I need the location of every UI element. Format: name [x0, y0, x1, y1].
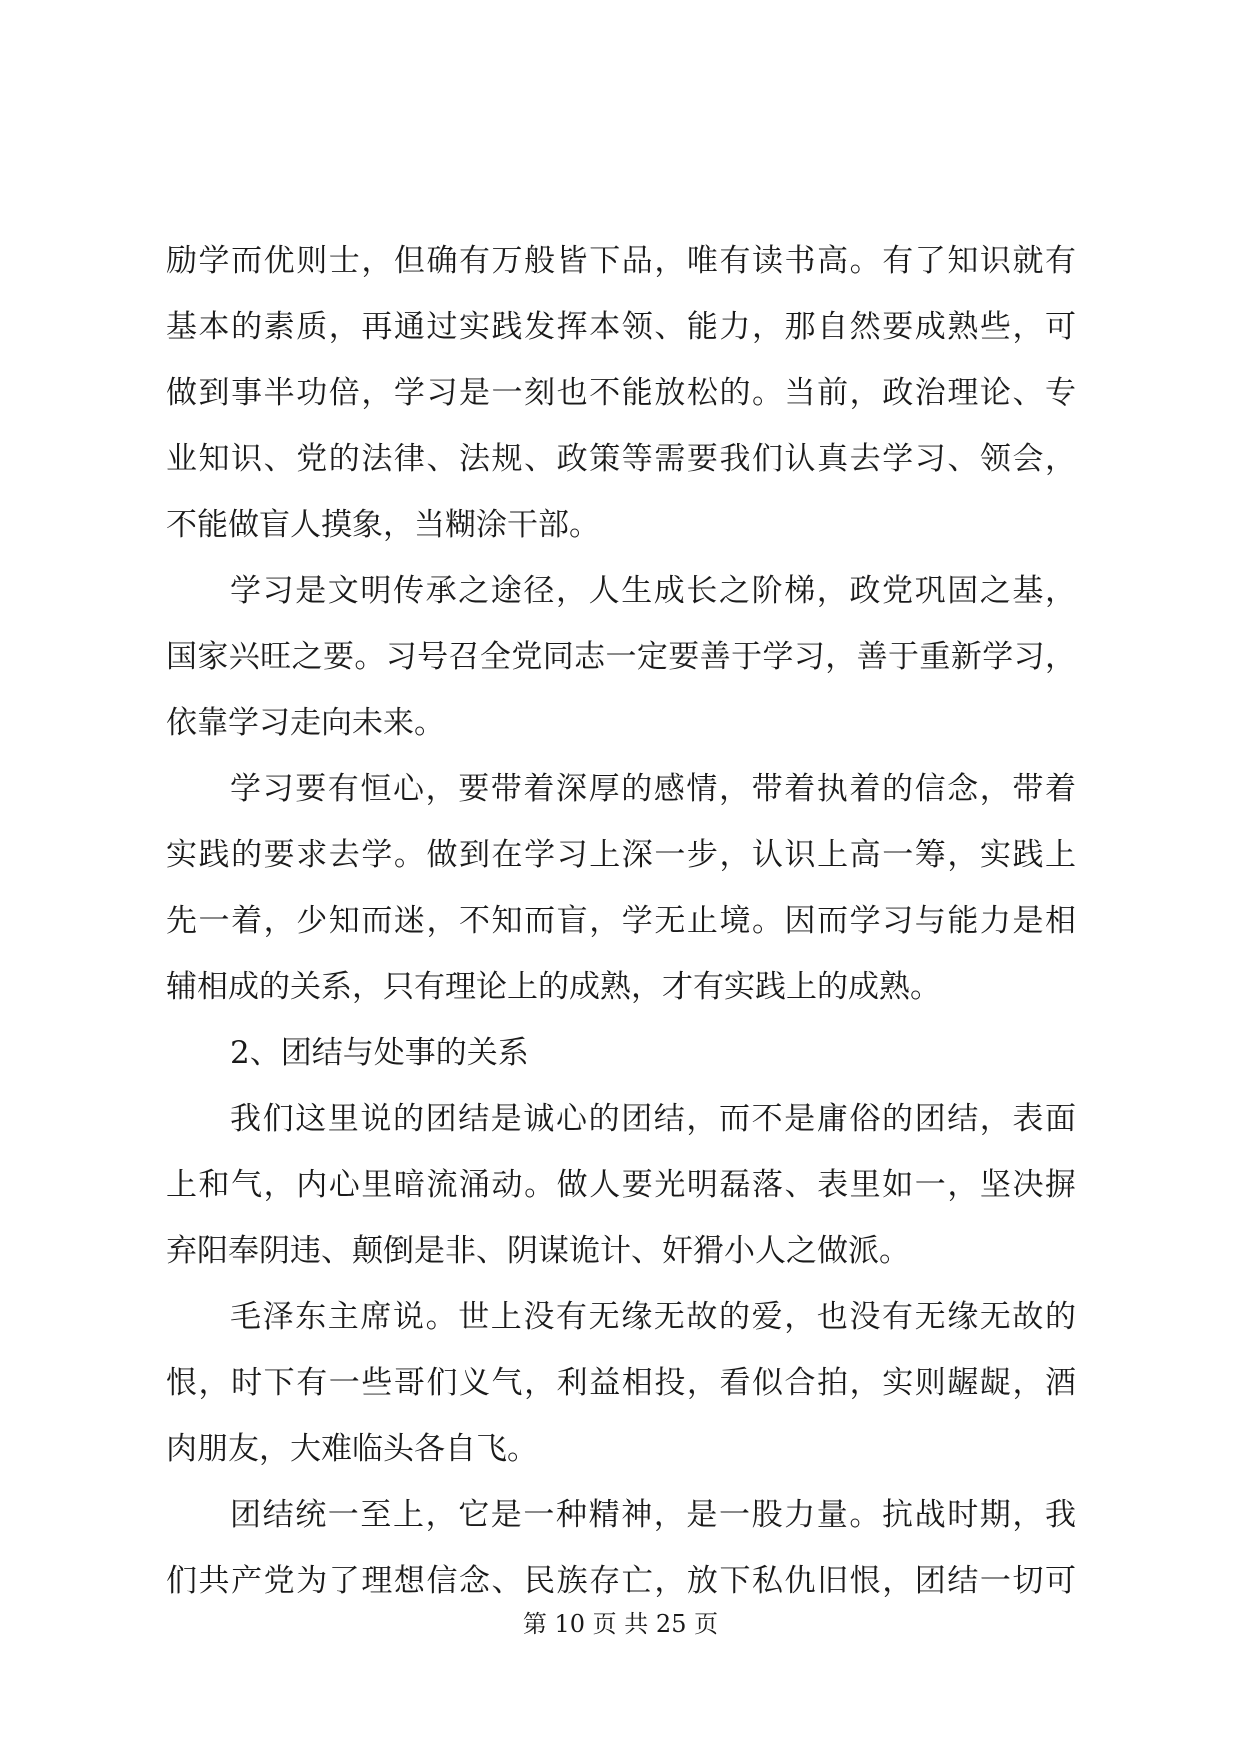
text-line: 基本的素质，再通过实践发挥本领、能力，那自然要成熟些，可: [166, 309, 1076, 345]
page-footer: 第 10 页 共 25 页: [522, 1610, 719, 1638]
text-line: 业知识、党的法律、法规、政策等需要我们认真去学习、领会，: [166, 441, 1076, 477]
text-line: 我们这里说的团结是诚心的团结，而不是庸俗的团结，表面: [230, 1101, 1076, 1137]
text-line: 不能做盲人摸象，当糊涂干部。: [166, 507, 600, 543]
text-line: 励学而优则士，但确有万般皆下品，唯有读书高。有了知识就有: [166, 243, 1076, 279]
text-line: 弃阳奉阴违、颠倒是非、阴谋诡计、奸猾小人之做派。: [166, 1233, 910, 1269]
text-line: 2、团结与处事的关系: [230, 1035, 529, 1071]
text-line: 毛泽东主席说。世上没有无缘无故的爱，也没有无缘无故的: [230, 1299, 1076, 1335]
text-line: 学习要有恒心，要带着深厚的感情，带着执着的信念，带着: [230, 771, 1076, 807]
text-line: 实践的要求去学。做到在学习上深一步，认识上高一筹，实践上: [166, 837, 1076, 873]
text-line: 做到事半功倍，学习是一刻也不能放松的。当前，政治理论、专: [166, 375, 1076, 411]
text-line: 国家兴旺之要。习号召全党同志一定要善于学习，善于重新学习，: [166, 639, 1076, 675]
text-line: 学习是文明传承之途径，人生成长之阶梯，政党巩固之基，: [230, 573, 1076, 609]
text-line: 辅相成的关系，只有理论上的成熟，才有实践上的成熟。: [166, 969, 941, 1005]
text-line: 肉朋友，大难临头各自飞。: [166, 1431, 538, 1467]
text-line: 们共产党为了理想信念、民族存亡，放下私仇旧恨，团结一切可: [166, 1563, 1076, 1599]
text-line: 恨，时下有一些哥们义气，利益相投，看似合拍，实则龌龊，酒: [166, 1365, 1076, 1401]
text-line: 先一着，少知而迷，不知而盲，学无止境。因而学习与能力是相: [166, 903, 1076, 939]
text-line: 上和气，内心里暗流涌动。做人要光明磊落、表里如一，坚决摒: [166, 1167, 1076, 1203]
text-line: 团结统一至上，它是一种精神，是一股力量。抗战时期，我: [230, 1497, 1076, 1533]
text-line: 依靠学习走向未来。: [166, 705, 445, 741]
